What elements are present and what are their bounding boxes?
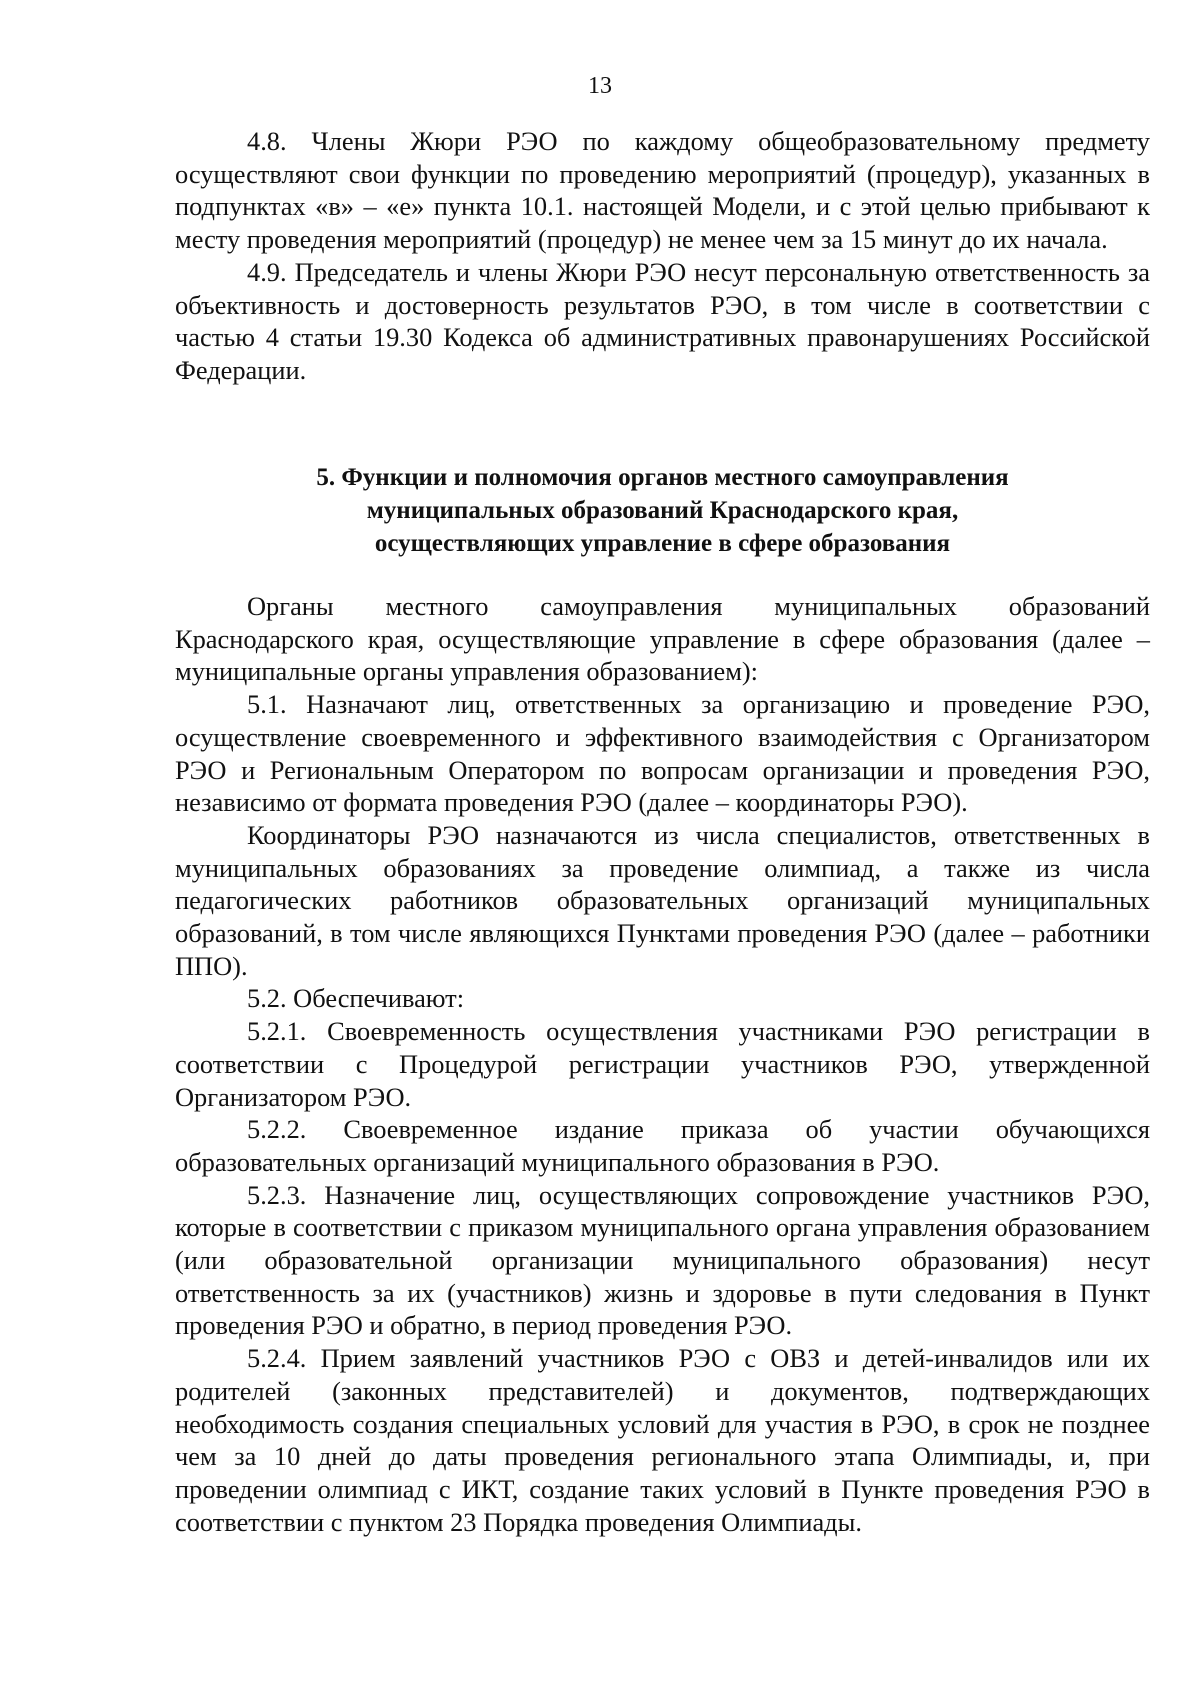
paragraph-4-9: 4.9. Председатель и члены Жюри РЭО несут персональную ответственность за объективность и достоверность результатов РЭО, в том числе в соответствии с частью 4 статьи 19.30 Кодекса об административных правонарушениях Российской Федерации. — [175, 256, 1150, 385]
paragraph-4-8: 4.8. Члены Жюри РЭО по каждому общеобразовательному предмету осуществляют свои функции по проведению мероприятий (процедур), указанных в подпунктах «в» – «е» пункта 10.1. настоящей Модели, и с этой целью прибывают к месту проведения мероприятий (процедур) не менее чем за 15 минут до их начала. — [175, 126, 1150, 255]
page-number: 13 — [588, 73, 612, 99]
section-5-heading-line-1: 5. Функции и полномочия органов местного самоуправления — [316, 464, 1009, 491]
paragraph-5-2-3: 5.2.3. Назначение лиц, осуществляющих сопровождение участников РЭО, которые в соответствии с приказом муниципального органа управления образованием (или образовательной организации муниципального образования) несут ответственность за их (участников) жизнь и здоровье в пути следования в Пункт проведения РЭО и обратно, в период проведения РЭО. — [175, 1179, 1150, 1341]
paragraph-5-2: 5.2. Обеспечивают: — [247, 983, 465, 1014]
section-5-body — [175, 590, 1150, 1538]
paragraph-5-1: 5.1. Назначают лиц, ответственных за организацию и проведение РЭО, осуществление своевременного и эффективного взаимодействия с Организатором РЭО и Региональным Оператором по вопросам организации и проведения РЭО, независимо от формата проведения РЭО (далее – координаторы РЭО). — [175, 689, 1150, 818]
section-4-body — [175, 125, 1150, 387]
paragraph-coordinators: Координаторы РЭО назначаются из числа специалистов, ответственных в муниципальных образованиях за проведение олимпиад, а также из числа педагогических работников образовательных организаций муниципальных образований, в том числе являющихся Пунктами проведения РЭО (далее – работники ППО). — [175, 819, 1150, 981]
paragraph-5-2-2: 5.2.2. Своевременное издание приказа об участии обучающихся образовательных организаций муниципального образования в РЭО. — [175, 1114, 1150, 1177]
section-5-heading-line-2: муниципальных образований Краснодарского края, — [366, 497, 959, 524]
paragraph-5-2-4: 5.2.4. Прием заявлений участников РЭО с ОВЗ и детей-инвалидов или их родителей (законных представителей) и документов, подтверждающих необходимость создания специальных условий для участия в РЭО, в срок не позднее чем за 10 дней до даты проведения регионального этапа Олимпиады, и, при проведении олимпиад с ИКТ, создание таких условий в Пункте проведения РЭО в соответствии с пунктом 23 Порядка проведения Олимпиады. — [175, 1343, 1150, 1537]
paragraph-intro: Органы местного самоуправления муниципальных образований Краснодарского края, осуществляющие управление в сфере образования (далее – муниципальные органы управления образованием): — [175, 591, 1150, 687]
paragraph-5-2-1: 5.2.1. Своевременность осуществления участниками РЭО регистрации в соответствии с Процедурой регистрации участников РЭО, утвержденной Организатором РЭО. — [175, 1016, 1150, 1112]
section-5-heading — [175, 461, 1150, 560]
section-5-heading-line-3: осуществляющих управление в сфере образования — [374, 530, 951, 557]
